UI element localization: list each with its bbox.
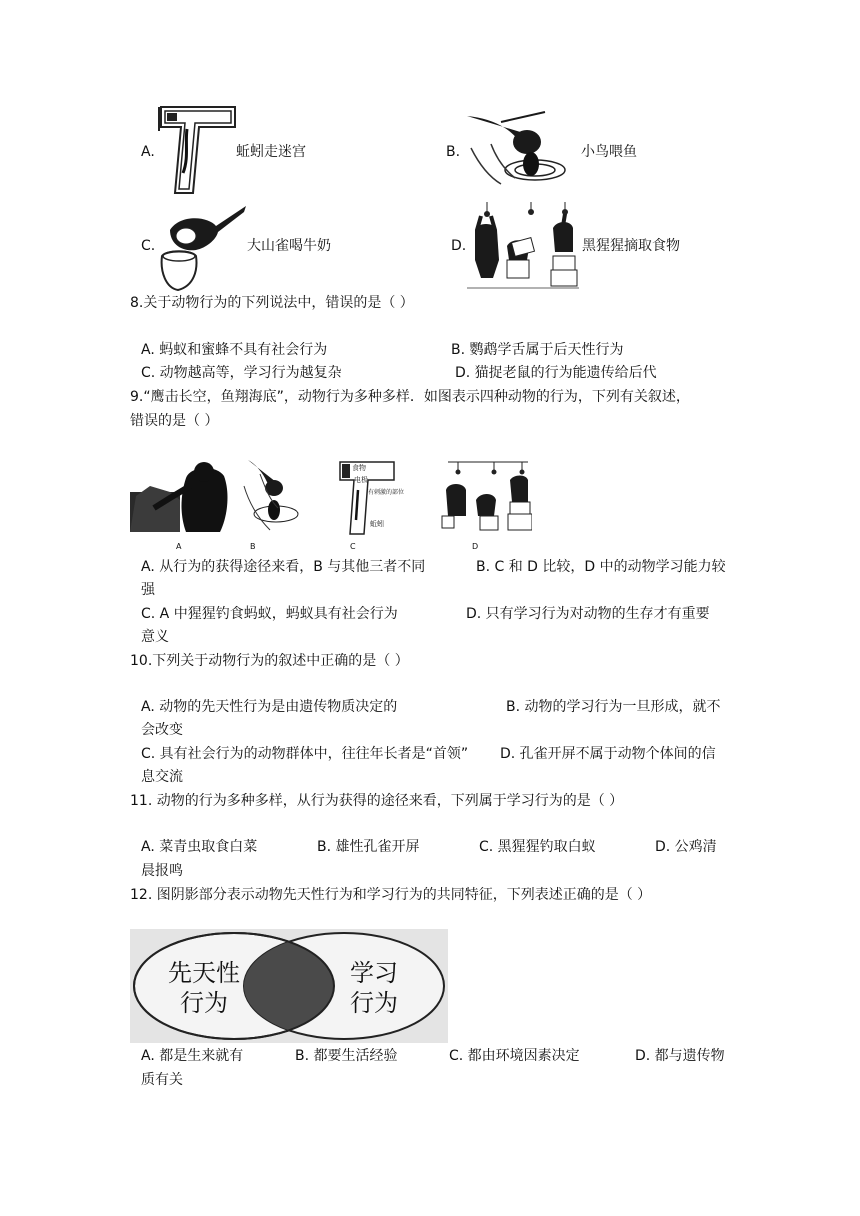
- q9-figure-label-a: A: [176, 542, 182, 551]
- q10-option-c: C. 具有社会行为的动物群体中，往往年长者是“首领”: [141, 746, 469, 762]
- q8-option-d: D. 猫捉老鼠的行为能遗传给后代: [455, 365, 657, 381]
- venn-left-line1: 先天性: [168, 959, 240, 987]
- chimpanzee-boxes-icon: [467, 200, 579, 292]
- q12-option-b: B. 都要生活经验: [295, 1048, 398, 1064]
- option-c-text: 大山雀喝牛奶: [247, 238, 331, 254]
- q9-option-a: A. 从行为的获得途径来看，B 与其他三者不同: [141, 559, 426, 575]
- maze-label-stimulus: 有刺激的部位: [368, 489, 405, 496]
- q11-option-c: C. 黑猩猩钓取白蚁: [479, 839, 596, 855]
- q10-stem: 10.下列关于动物行为的叙述中正确的是（ ）: [130, 653, 409, 669]
- option-a-letter: A.: [141, 144, 155, 160]
- maze-label-earthworm: 蚯蚓: [370, 520, 384, 528]
- option-b-letter: B.: [446, 144, 461, 160]
- q9-figure: [130, 456, 532, 552]
- tit-drinking-milk-icon: [156, 200, 248, 292]
- q8-option-a: A. 蚂蚁和蜜蜂不具有社会行为: [141, 342, 328, 358]
- option-c-letter: C.: [141, 238, 156, 254]
- q9-figure-label-d: D: [472, 542, 479, 551]
- chimpanzee-fishing-icon: [130, 462, 227, 532]
- venn-right-line1: 学习: [350, 959, 398, 987]
- q11-option-d: D. 公鸡清: [655, 839, 717, 855]
- q9-option-d: D. 只有学习行为对动物的生存才有重要: [466, 606, 710, 622]
- q11-stem: 11. 动物的行为多种多样，从行为获得的途径来看，下列属于学习行为的是（ ）: [130, 793, 624, 809]
- q9-stem-line2: 错误的是（ ）: [130, 413, 219, 429]
- venn-right-line2: 行为: [350, 989, 398, 1017]
- q10-option-d: D. 孔雀开屏不属于动物个体间的信: [500, 746, 716, 762]
- option-b-text: 小鸟喂鱼: [581, 144, 637, 160]
- q12-option-d: D. 都与遗传物: [635, 1048, 725, 1064]
- q12-option-c: C. 都由环境因素决定: [449, 1048, 580, 1064]
- q10-option-d-cont: 息交流: [141, 769, 183, 785]
- q9-option-d-cont: 意义: [141, 629, 169, 645]
- venn-diagram: [130, 929, 448, 1043]
- q9-stem-line1: 9.“鹰击长空，鱼翔海底”，动物行为多种多样．如图表示四种动物的行为，下列有关叙述，: [130, 389, 690, 405]
- venn-left-line2: 行为: [180, 989, 228, 1017]
- option-d-text: 黑猩猩摘取食物: [582, 238, 680, 254]
- q9-figure-label-c: C: [350, 542, 356, 551]
- q9-option-b: B. C 和 D 比较，D 中的动物学习能力较: [476, 559, 726, 575]
- bird-feeding-fish-small-icon: [244, 460, 298, 530]
- q11-option-a: A. 菜青虫取食白菜: [141, 839, 258, 855]
- option-d-letter: D.: [451, 238, 467, 254]
- chimpanzee-boxes-small-icon: [442, 462, 532, 530]
- q10-option-b: B. 动物的学习行为一旦形成，就不: [506, 699, 721, 715]
- maze-label-food: 食物: [352, 464, 366, 472]
- q11-option-b: B. 雄性孔雀开屏: [317, 839, 420, 855]
- option-a-text: 蚯蚓走迷宫: [236, 144, 306, 160]
- q9-option-c: C. A 中猩猩钓食蚂蚁，蚂蚁具有社会行为: [141, 606, 398, 622]
- q11-option-d-cont: 晨报鸣: [141, 863, 183, 879]
- q10-option-a: A. 动物的先天性行为是由遗传物质决定的: [141, 699, 398, 715]
- bird-feeding-fish-icon: [461, 108, 571, 192]
- q10-option-b-cont: 会改变: [141, 722, 183, 738]
- q12-option-a: A. 都是生来就有: [141, 1048, 244, 1064]
- q12-stem: 12. 图阴影部分表示动物先天性行为和学习行为的共同特征，下列表述正确的是（ ）: [130, 887, 652, 903]
- q8-option-c: C. 动物越高等，学习行为越复杂: [141, 365, 342, 381]
- maze-icon: [155, 103, 237, 197]
- maze-label-electrode: 电极: [354, 476, 368, 484]
- maze-small-icon: [340, 462, 394, 534]
- q9-option-b-cont: 强: [141, 582, 155, 598]
- q9-figure-label-b: B: [250, 542, 256, 551]
- q12-option-d-cont: 质有关: [141, 1072, 183, 1088]
- q8-stem: 8.关于动物行为的下列说法中，错误的是（ ）: [130, 295, 414, 311]
- q8-option-b: B. 鹦鹉学舌属于后天性行为: [451, 342, 624, 358]
